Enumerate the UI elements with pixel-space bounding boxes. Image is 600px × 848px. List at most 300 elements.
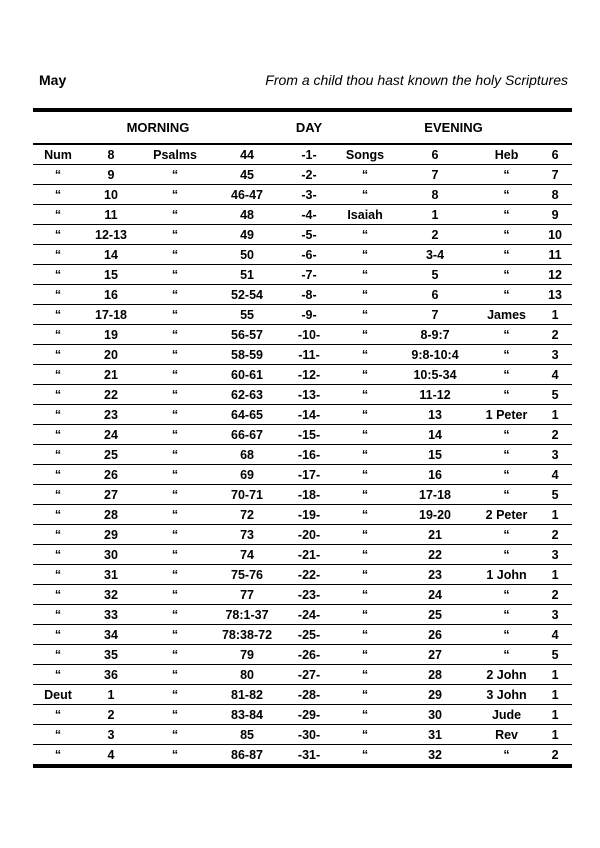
evening-chapter-cell: 10:5-34 [395,365,475,385]
table-row [33,165,572,185]
nt-chapter-cell: 5 [538,645,572,665]
day-number-cell: -10- [283,325,335,345]
day-number-cell: -31- [297,747,321,762]
morning-book-cell: “ [33,245,83,265]
evening-chapter-cell: 28 [395,665,475,685]
psalms-chapter-cell: 69 [211,465,283,485]
table-row [33,545,572,565]
table-row [33,705,572,725]
psalms-book-cell: “ [139,425,211,445]
evening-chapter-cell: 25 [395,605,475,625]
evening-book-cell: Isaiah [335,205,395,225]
nt-book-cell: 1 Peter [475,405,538,425]
psalms-chapter-cell: 81-82 [211,685,283,705]
psalms-book-cell: “ [139,485,211,505]
nt-chapter-cell: 4 [538,625,572,645]
psalms-book-cell: “ [139,525,211,545]
morning-book-cell: “ [33,165,83,185]
morning-book-cell: “ [54,747,62,762]
nt-chapter-cell: 3 [538,605,572,625]
nt-chapter-cell: 1 [538,705,572,725]
psalms-book-cell: “ [139,305,211,325]
psalms-book-cell: “ [139,505,211,525]
nt-chapter-cell: 7 [538,165,572,185]
nt-book-cell: “ [475,185,538,205]
nt-book-cell: “ [475,265,538,285]
evening-book-cell: “ [335,685,395,705]
morning-book-cell: “ [33,405,83,425]
psalms-chapter-cell: 77 [211,585,283,605]
day-number-cell: -4- [283,205,335,225]
nt-book-cell: “ [475,465,538,485]
morning-book-cell: “ [33,325,83,345]
evening-book-cell: “ [335,305,395,325]
table-row [33,325,572,345]
morning-chapter-cell: 31 [83,565,139,585]
nt-chapter-cell: 2 [538,585,572,605]
nt-chapter-cell: 3 [538,445,572,465]
psalms-book-cell: “ [139,445,211,465]
psalms-chapter-cell: 45 [211,165,283,185]
psalms-book-cell: “ [139,365,211,385]
evening-book-cell: “ [335,245,395,265]
morning-chapter-cell: 2 [83,705,139,725]
psalms-chapter-cell: 62-63 [211,385,283,405]
psalms-book-cell: “ [139,245,211,265]
psalms-chapter-cell: 64-65 [211,405,283,425]
psalms-chapter-cell: 79 [211,645,283,665]
psalms-chapter-cell: 48 [211,205,283,225]
evening-chapter-cell: 2 [395,225,475,245]
psalms-chapter-cell: 86-87 [231,747,263,762]
morning-book-cell: “ [33,725,83,745]
table-row [33,245,572,265]
psalms-book-cell: “ [139,385,211,405]
psalms-book-cell: “ [139,665,211,685]
morning-chapter-cell: 24 [83,425,139,445]
morning-chapter-cell: 9 [83,165,139,185]
morning-book-cell: “ [33,545,83,565]
table-row [33,265,572,285]
day-number-cell: -9- [283,305,335,325]
nt-chapter-cell: 9 [538,205,572,225]
psalms-chapter-cell: 56-57 [211,325,283,345]
morning-book-cell: “ [33,185,83,205]
evening-chapter-cell: 6 [395,285,475,305]
day-number-cell: -3- [283,185,335,205]
nt-chapter-cell: 2 [551,747,559,762]
psalms-book-cell: “ [139,545,211,565]
nt-book-cell: Jude [475,705,538,725]
evening-chapter-cell: 22 [395,545,475,565]
psalms-chapter-cell: 80 [211,665,283,685]
evening-chapter-cell: 19-20 [395,505,475,525]
evening-book-cell: “ [335,225,395,245]
nt-book-cell: “ [475,205,538,225]
morning-chapter-cell: 12-13 [83,225,139,245]
table-row [33,725,572,745]
psalms-book-cell: “ [139,325,211,345]
psalms-book-cell: “ [139,645,211,665]
day-number-cell: -26- [283,645,335,665]
evening-book-cell: “ [335,445,395,465]
morning-chapter-cell: 20 [83,345,139,365]
day-number-cell: -17- [283,465,335,485]
nt-chapter-cell: 3 [538,545,572,565]
psalms-book-cell: “ [139,565,211,585]
evening-chapter-cell: 14 [395,425,475,445]
nt-book-cell: “ [475,225,538,245]
day-number-cell: -25- [283,625,335,645]
morning-chapter-cell: 1 [83,685,139,705]
evening-chapter-cell: 15 [395,445,475,465]
morning-book-cell: “ [33,365,83,385]
nt-chapter-cell: 13 [538,285,572,305]
evening-chapter-cell: 26 [395,625,475,645]
evening-chapter-cell: 7 [395,305,475,325]
nt-book-cell: “ [475,585,538,605]
morning-book-cell: “ [33,225,83,245]
table-row [33,625,572,645]
morning-chapter-cell: 21 [83,365,139,385]
day-number-cell: -22- [283,565,335,585]
morning-book-cell: “ [33,605,83,625]
evening-header: EVENING [335,110,572,144]
evening-book-cell: “ [335,565,395,585]
day-number-cell: -1- [283,144,335,165]
table-row [33,345,572,365]
psalms-chapter-cell: 46-47 [211,185,283,205]
psalms-book-cell: “ [139,625,211,645]
morning-book-cell: “ [33,485,83,505]
table-row [33,185,572,205]
day-number-cell: -14- [283,405,335,425]
nt-book-cell: “ [475,325,538,345]
table-row [33,745,572,767]
table-row [33,385,572,405]
table-row [33,605,572,625]
evening-chapter-cell: 9:8-10:4 [395,345,475,365]
morning-book-cell: “ [33,565,83,585]
nt-chapter-cell: 1 [538,725,572,745]
morning-chapter-cell: 29 [83,525,139,545]
nt-chapter-cell: 1 [538,565,572,585]
morning-chapter-cell: 11 [83,205,139,225]
day-number-cell: -23- [283,585,335,605]
evening-book-cell: “ [335,725,395,745]
nt-chapter-cell: 4 [538,365,572,385]
nt-chapter-cell: 2 [538,325,572,345]
morning-chapter-cell: 10 [83,185,139,205]
table-row [33,205,572,225]
morning-book-cell: “ [33,445,83,465]
psalms-chapter-cell: 58-59 [211,345,283,365]
psalms-chapter-cell: 78:38-72 [211,625,283,645]
evening-chapter-cell: 6 [395,144,475,165]
morning-chapter-cell: 25 [83,445,139,465]
psalms-book-cell: “ [171,747,179,762]
evening-book-cell: “ [335,265,395,285]
nt-chapter-cell: 2 [538,525,572,545]
evening-chapter-cell: 29 [395,685,475,705]
evening-book-cell: “ [335,605,395,625]
morning-book-cell: “ [33,305,83,325]
evening-book-cell: “ [335,625,395,645]
morning-book-cell: “ [33,505,83,525]
morning-chapter-cell: 23 [83,405,139,425]
morning-chapter-cell: 28 [83,505,139,525]
nt-chapter-cell: 5 [538,385,572,405]
nt-book-cell: “ [475,385,538,405]
evening-book-cell: “ [335,285,395,305]
day-number-cell: -29- [283,705,335,725]
evening-book-cell: “ [335,405,395,425]
evening-chapter-cell: 24 [395,585,475,605]
morning-book-cell: “ [33,625,83,645]
evening-book-cell: “ [335,465,395,485]
morning-book-cell: “ [33,585,83,605]
nt-book-cell: “ [475,245,538,265]
evening-chapter-cell: 3-4 [395,245,475,265]
evening-chapter-cell: 32 [428,747,442,762]
morning-book-cell: “ [33,465,83,485]
table-body [33,110,572,766]
day-number-cell: -15- [283,425,335,445]
psalms-book-cell: “ [139,345,211,365]
evening-chapter-cell: 11-12 [395,385,475,405]
nt-chapter-cell: 4 [538,465,572,485]
psalms-book-cell: “ [139,705,211,725]
psalms-chapter-cell: 68 [211,445,283,465]
morning-chapter-cell: 26 [83,465,139,485]
evening-chapter-cell: 31 [395,725,475,745]
morning-chapter-cell: 27 [83,485,139,505]
psalms-book-cell: “ [139,225,211,245]
evening-book-cell: “ [335,545,395,565]
psalms-chapter-cell: 74 [211,545,283,565]
nt-book-cell: “ [475,345,538,365]
psalms-chapter-cell: 55 [211,305,283,325]
morning-chapter-cell: 36 [83,665,139,685]
psalms-chapter-cell: 70-71 [211,485,283,505]
evening-book-cell: “ [335,365,395,385]
morning-chapter-cell: 33 [83,605,139,625]
nt-book-cell: “ [475,625,538,645]
morning-chapter-cell: 16 [83,285,139,305]
psalms-chapter-cell: 51 [211,265,283,285]
psalms-chapter-cell: 72 [211,505,283,525]
morning-book-cell: “ [33,385,83,405]
evening-chapter-cell: 21 [395,525,475,545]
day-number-cell: -24- [283,605,335,625]
nt-book-cell: “ [475,165,538,185]
nt-chapter-cell: 1 [538,685,572,705]
morning-book-cell: “ [33,645,83,665]
morning-book-cell: “ [33,285,83,305]
nt-chapter-cell: 2 [538,425,572,445]
morning-book-cell: Num [33,144,83,165]
day-number-cell: -28- [283,685,335,705]
nt-book-cell: James [475,305,538,325]
psalms-book-cell: “ [139,265,211,285]
psalms-chapter-cell: 60-61 [211,365,283,385]
section-header-row [33,110,572,144]
table-row [33,685,572,705]
morning-chapter-cell: 30 [83,545,139,565]
evening-chapter-cell: 30 [395,705,475,725]
table-row [33,665,572,685]
psalms-book-cell: “ [139,165,211,185]
morning-book-cell: “ [33,205,83,225]
table-row [33,445,572,465]
evening-book-cell: “ [335,385,395,405]
psalms-chapter-cell: 78:1-37 [211,605,283,625]
nt-book-cell: “ [475,485,538,505]
evening-chapter-cell: 16 [395,465,475,485]
evening-book-cell: “ [335,185,395,205]
psalms-chapter-cell: 85 [211,725,283,745]
nt-chapter-cell: 12 [538,265,572,285]
month-title: May [39,72,67,88]
psalms-book-cell: “ [139,285,211,305]
evening-chapter-cell: 17-18 [395,485,475,505]
nt-book-cell: 2 John [475,665,538,685]
nt-book-cell: “ [475,285,538,305]
morning-chapter-cell: 32 [83,585,139,605]
psalms-chapter-cell: 83-84 [211,705,283,725]
nt-chapter-cell: 1 [538,505,572,525]
nt-chapter-cell: 1 [538,665,572,685]
morning-chapter-cell: 3 [83,725,139,745]
nt-chapter-cell: 8 [538,185,572,205]
day-number-cell: -12- [283,365,335,385]
evening-chapter-cell: 23 [395,565,475,585]
nt-book-cell: “ [475,365,538,385]
morning-chapter-cell: 14 [83,245,139,265]
evening-book-cell: “ [335,705,395,725]
table-row [33,405,572,425]
table-row [33,645,572,665]
nt-chapter-cell: 11 [538,245,572,265]
reading-schedule-table [33,108,572,768]
table-row [33,225,572,245]
morning-chapter-cell: 4 [107,747,115,762]
nt-book-cell: “ [475,445,538,465]
nt-book-cell: 1 John [475,565,538,585]
day-number-cell: -18- [283,485,335,505]
psalms-book-cell: “ [139,685,211,705]
morning-chapter-cell: 8 [83,144,139,165]
morning-header: MORNING [33,110,283,144]
morning-chapter-cell: 17-18 [83,305,139,325]
table-row [33,585,572,605]
evening-book-cell: “ [335,665,395,685]
table-row [33,525,572,545]
morning-book-cell: “ [33,425,83,445]
day-number-cell: -16- [283,445,335,465]
nt-chapter-cell: 1 [538,305,572,325]
morning-chapter-cell: 15 [83,265,139,285]
motto-text: From a child thou hast known the holy Scriptures [265,72,568,88]
table-row [33,505,572,525]
day-number-cell: -20- [283,525,335,545]
evening-book-cell: “ [335,645,395,665]
day-number-cell: -11- [283,345,335,365]
evening-book-cell: “ [335,525,395,545]
day-number-cell: -27- [283,665,335,685]
psalms-book-cell: “ [139,405,211,425]
evening-book-cell: Songs [335,144,395,165]
nt-book-cell: “ [475,605,538,625]
psalms-book-cell: “ [139,465,211,485]
day-number-cell: -2- [283,165,335,185]
table-row [33,285,572,305]
nt-chapter-cell: 1 [538,405,572,425]
day-number-cell: -8- [283,285,335,305]
morning-chapter-cell: 19 [83,325,139,345]
morning-book-cell: “ [33,525,83,545]
evening-book-cell: “ [361,747,369,762]
psalms-book-cell: “ [139,725,211,745]
psalms-book-cell: Psalms [139,144,211,165]
morning-chapter-cell: 22 [83,385,139,405]
day-number-cell: -7- [283,265,335,285]
psalms-chapter-cell: 73 [211,525,283,545]
table-row [33,485,572,505]
day-number-cell: -13- [283,385,335,405]
nt-book-cell: Rev [475,725,538,745]
evening-book-cell: “ [335,325,395,345]
evening-book-cell: “ [335,425,395,445]
morning-book-cell: “ [33,705,83,725]
morning-chapter-cell: 35 [83,645,139,665]
evening-chapter-cell: 7 [395,165,475,185]
psalms-chapter-cell: 49 [211,225,283,245]
psalms-chapter-cell: 52-54 [211,285,283,305]
evening-book-cell: “ [335,165,395,185]
evening-book-cell: “ [335,485,395,505]
nt-book-cell: “ [475,425,538,445]
nt-chapter-cell: 5 [538,485,572,505]
table-row [33,425,572,445]
day-number-cell: -30- [283,725,335,745]
nt-book-cell: 2 Peter [475,505,538,525]
nt-book-cell: “ [503,747,510,762]
evening-book-cell: “ [335,585,395,605]
table-row [33,305,572,325]
psalms-book-cell: “ [139,205,211,225]
evening-chapter-cell: 8 [395,185,475,205]
nt-book-cell: “ [475,645,538,665]
psalms-chapter-cell: 66-67 [211,425,283,445]
table-row [33,365,572,385]
nt-book-cell: 3 John [475,685,538,705]
psalms-book-cell: “ [139,585,211,605]
nt-chapter-cell: 6 [538,144,572,165]
morning-chapter-cell: 34 [83,625,139,645]
psalms-chapter-cell: 44 [211,144,283,165]
morning-book-cell: “ [33,345,83,365]
day-number-cell: -6- [283,245,335,265]
nt-book-cell: “ [475,525,538,545]
nt-book-cell: “ [475,545,538,565]
day-number-cell: -19- [283,505,335,525]
evening-chapter-cell: 5 [395,265,475,285]
morning-book-cell: Deut [33,685,83,705]
evening-book-cell: “ [335,505,395,525]
nt-chapter-cell: 3 [538,345,572,365]
nt-chapter-cell: 10 [538,225,572,245]
